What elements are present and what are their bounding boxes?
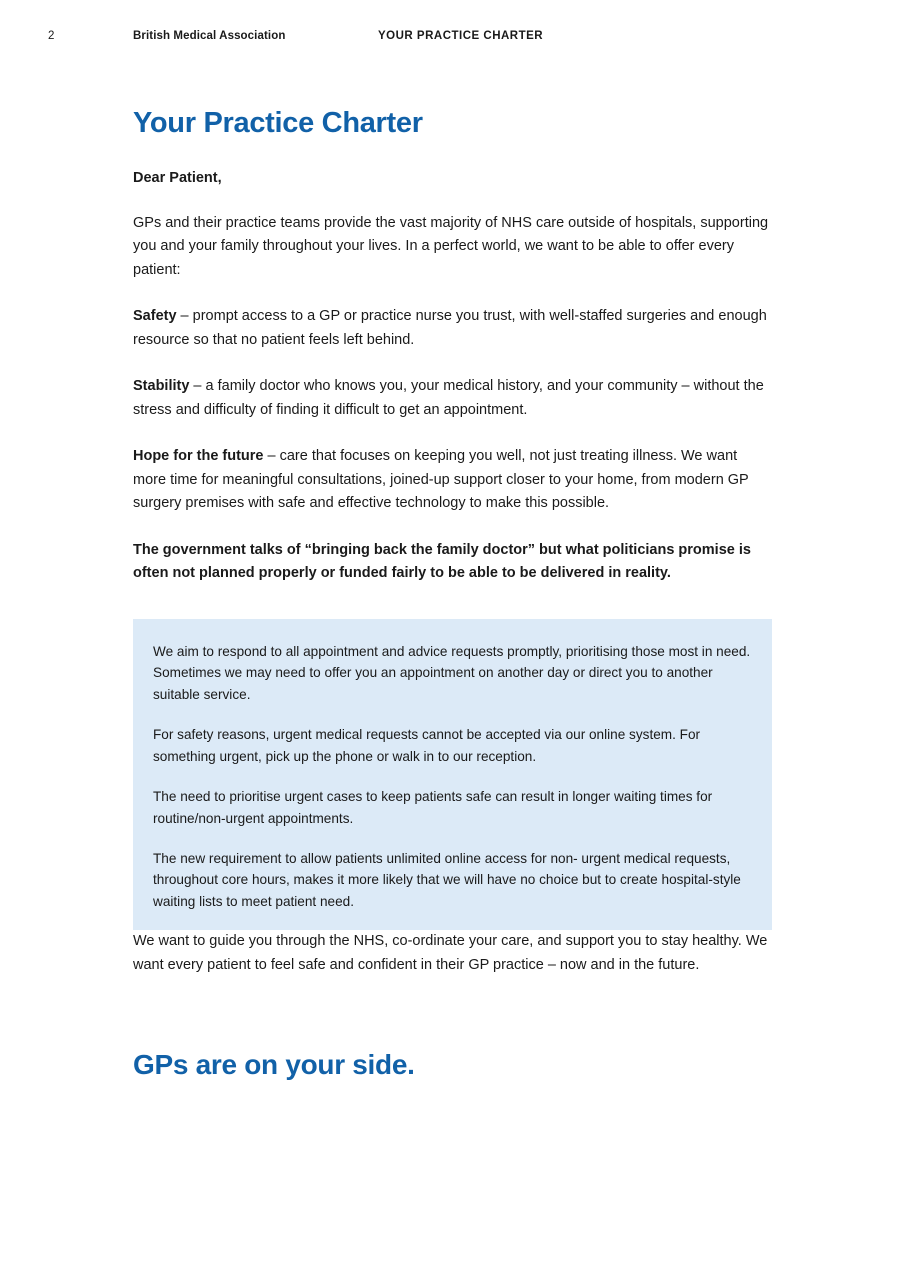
point-hope-for-the-future [133,445,772,515]
callout-paragraph-3: The need to prioritise urgent cases to keep patients safe can result in longer waiting times for routine/non-urgent appointments. [153,789,713,826]
closing-heading: GPs are on your side. [133,1049,415,1081]
closing-paragraph: We want to guide you through the NHS, co-ordinate your care, and support you to stay healthy. We want every patient to feel safe and confident in their GP practice – now and in the future. [133,933,768,973]
point-safety-lead: Safety [133,308,177,325]
document-title-header: YOUR PRACTICE CHARTER [378,30,544,42]
callout-paragraph-2: For safety reasons, urgent medical requests cannot be accepted via our online system. For something urgent, pick up the phone or walk in to our reception. [153,727,701,764]
point-hope-lead: Hope for the future [133,448,264,465]
salutation: Dear Patient, [133,169,222,186]
page-title: Your Practice Charter [133,107,423,139]
government-statement: The government talks of “bringing back the family doctor” but what politicians promise is often not planned properly or funded fairly to be able to be delivered in reality. [133,541,751,582]
running-header [0,30,905,50]
page-content [133,108,772,1081]
callout-paragraph-4: The new requirement to allow patients unlimited online access for non- urgent medical requests, throughout core hours, makes it more likely that we will have no choice but to create hospital-style waiting lists to meet patient need. [153,850,741,909]
organisation-name: British Medical Association [133,30,286,42]
point-stability-lead: Stability [133,378,190,395]
point-stability [133,375,772,422]
point-safety-text: – prompt access to a GP or practice nurse you trust, with well-staffed surgeries and enough resource so that no patient feels left behind. [133,308,767,348]
point-safety [133,305,772,352]
point-hope-text: – care that focuses on keeping you well, not just treating illness. We want more time for meaningful consultations, joined-up support closer to your home, from modern GP surgery premises with safe and effective technology to make this possible. [133,448,749,512]
callout-box [133,619,772,931]
intro-paragraph: GPs and their practice teams provide the vast majority of NHS care outside of hospitals, supporting you and your family throughout your lives. In a perfect world, we want to be able to offer every patient: [133,214,769,278]
callout-paragraph-1: We aim to respond to all appointment and advice requests promptly, prioritising those most in need. Sometimes we may need to offer you an appointment on another day or direct you to another suitable service. [153,643,751,702]
page-number: 2 [48,30,55,42]
point-stability-text: – a family doctor who knows you, your medical history, and your community – without the stress and difficulty of finding it difficult to get an appointment. [133,378,764,418]
